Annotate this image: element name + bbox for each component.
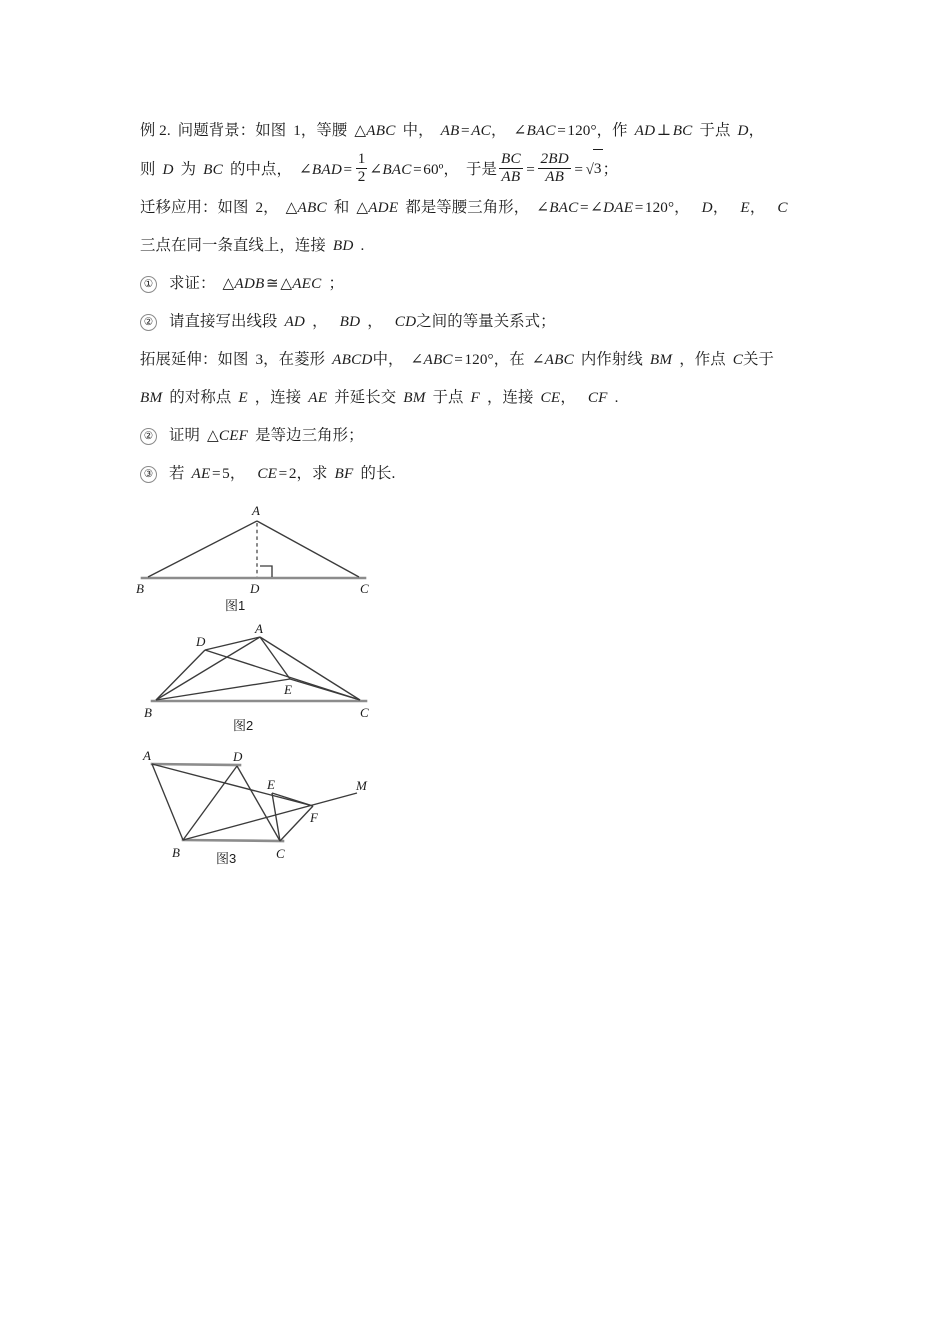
text-line-3: 迁移应用：如图 2， △ABC 和 △ADE 都是等腰三角形， ∠BAC=∠DAE=120°， D， E， C [140, 199, 788, 216]
l3-triangle-abc: △ABC [285, 199, 327, 216]
fig2-segment-da [205, 637, 260, 650]
fig1-label-d: D [250, 581, 260, 596]
l7-bm: BM [649, 351, 673, 368]
l9-triangle-cef: △CEF [206, 427, 249, 444]
l9-part1: 证明 [169, 427, 200, 444]
l1-triangle-abc: △ABC [354, 122, 396, 139]
fig1-label-b: B [136, 581, 144, 596]
l2-part3: 的中点， [229, 161, 292, 178]
fraction-denominator: AB [499, 168, 523, 185]
l4-period: . [360, 237, 365, 254]
l2-part1: 则 [140, 161, 156, 178]
l2-angle-bac: ∠BAC [369, 161, 412, 178]
l1-fig-number: 1 [293, 122, 301, 139]
l3-point-e: E [740, 199, 750, 216]
fig2-segment-bd [156, 650, 205, 700]
l6-part4: 之间的等量关系式； [416, 313, 556, 330]
l1-ab: AB [440, 122, 460, 139]
fraction-denominator: AB [538, 168, 570, 185]
l8-point-e: E [238, 389, 248, 406]
l1-bc: BC [672, 122, 693, 139]
l8-bm: BM [140, 389, 163, 406]
l1-ac: AC [471, 122, 492, 139]
l3-point-c: C [777, 199, 788, 216]
l7-point-c: C [732, 351, 744, 368]
list-marker-1: ① [140, 276, 157, 293]
list-marker-3: ② [140, 428, 157, 445]
l1-point-d: D [737, 122, 749, 139]
fig1-segment-ac [257, 521, 359, 577]
l7-part4: ，在 [493, 351, 525, 368]
l1-part1: 问题背景：如图 [177, 122, 287, 139]
square-root-three [585, 150, 603, 189]
l1-ad: AD [634, 122, 656, 139]
fig2-label-c: C [360, 705, 369, 720]
l5-triangle-adb: △ADB [222, 275, 265, 292]
list-marker-2: ② [140, 314, 157, 331]
l8-part4: 于点 [432, 389, 464, 406]
fraction-numerator: BC [500, 150, 521, 168]
l3-fig-number: 2 [255, 199, 264, 216]
l8-point-f: F [470, 389, 481, 406]
l10-part3: ，求 [296, 465, 328, 482]
fig3-ray-bm [183, 793, 357, 840]
fig3-segment-cf [280, 806, 313, 841]
fig2-label-b: B [144, 705, 152, 720]
l10-comma: ， [229, 465, 246, 482]
l2-angle-bad: ∠BAD [298, 161, 343, 178]
l5-triangle-aec: △AEC [280, 275, 322, 292]
l8-part5: ，连接 [487, 389, 534, 406]
l7-part2: ，在菱形 [263, 351, 326, 368]
l6-bd: BD [339, 313, 361, 330]
l8-cf: CF [587, 389, 608, 406]
perpendicular-symbol: ⊥ [656, 122, 672, 139]
l10-part1: 若 [169, 465, 185, 482]
l3-degree-value: 120° [644, 199, 675, 216]
fig3-label-e: E [267, 777, 275, 792]
text-line-9 [140, 417, 830, 455]
l3-part4: 都是等腰三角形， [405, 199, 530, 216]
l7-part5: 内作射线 [580, 351, 643, 368]
l7-fig-number: 3 [255, 351, 264, 368]
fig2-label-a: A [255, 621, 263, 636]
l9-part2: 是等边三角形； [255, 427, 364, 444]
l10-ce: CE [257, 465, 278, 482]
fig3-segment-ec [272, 793, 280, 841]
l8-part2: ，连接 [254, 389, 302, 406]
l2-part2: 为 [180, 161, 197, 178]
l6-comma-1: ， [312, 313, 328, 330]
l2-bc: BC [203, 161, 223, 178]
fraction-numerator: 1 [357, 150, 366, 168]
text-line-10: ③ 若 AE=5， CE=2，求 BF 的长. [140, 455, 830, 493]
l1-angle-bac: ∠BAC [513, 122, 556, 139]
l3-comma-2: ， [749, 199, 766, 216]
fig3-segment-ef [272, 793, 313, 806]
l3-angle-dae: ∠DAE [590, 199, 634, 216]
fig3-segment-bd [183, 766, 237, 840]
text-line-8 [140, 379, 830, 417]
fig1-label-a: A [252, 503, 260, 518]
l3-part5: ， [674, 199, 690, 216]
l7-part7: 关于 [743, 351, 775, 368]
l10-ae: AE [191, 465, 211, 482]
l1-part5: ，作 [596, 122, 628, 139]
l7-part1: 拓展延伸：如图 [140, 351, 249, 368]
figure-3 [142, 748, 368, 866]
text-line-7: 拓展延伸：如图 3，在菱形 ABCD中， ∠ABC=120°，在 ∠ABC 内作射线 BM ，作点 C关于 [140, 351, 775, 368]
l3-triangle-ade: △ADE [356, 199, 399, 216]
l8-ae: AE [308, 389, 328, 406]
l6-ad: AD [284, 313, 306, 330]
fig3-label-d: D [233, 749, 243, 764]
l1-part7: ， [748, 122, 765, 139]
l5-part1: 求证： [169, 275, 216, 292]
l8-part3: 并延长交 [334, 389, 397, 406]
fig3-segment-dc [237, 766, 280, 841]
l1-part2: ，等腰 [300, 122, 348, 139]
l8-comma: ， [560, 389, 576, 406]
l10-ce-value: 2 [288, 465, 297, 482]
l10-bf: BF [334, 465, 354, 482]
l3-part3: 和 [333, 199, 350, 216]
fig3-caption: 图3 [216, 851, 237, 866]
l7-degree-value: 120° [464, 351, 494, 368]
problem-number: 例 2. [140, 122, 171, 139]
fig2-label-d: D [196, 634, 206, 649]
fig1-segment-ba [148, 521, 257, 577]
fig2-caption: 图2 [233, 718, 254, 733]
text-line-2: 则 D 为 BC 的中点， ∠BAD= $\frac{1}{2}$ ∠BAC=60º， 于是 $\frac{BC}{AB}$ = $\frac{2BD}{AB}$ = √3； [140, 150, 830, 189]
l4-bd: BD [332, 237, 354, 254]
fig3-label-a: A [143, 748, 151, 763]
congruent-symbol: ≅ [266, 275, 279, 292]
l2-point-d: D [162, 161, 174, 178]
fig3-label-m: M [356, 778, 367, 793]
fig3-segment-bc [183, 840, 283, 841]
l6-part1: 请直接写出线段 [169, 313, 278, 330]
text-line-5 [140, 265, 830, 303]
fig3-label-f: F [310, 810, 318, 825]
text-line-4 [140, 227, 830, 265]
radical-sign: √ [585, 162, 594, 178]
l8-bm-2: BM [403, 389, 426, 406]
text-line-6 [140, 303, 830, 341]
fig2-segment-be [156, 679, 290, 700]
l7-angle-abc: ∠ABC [410, 351, 453, 368]
radicand: 3 [593, 149, 603, 188]
l8-ce: CE [540, 389, 561, 406]
fraction-bc-over-ab [499, 151, 523, 185]
l8-period: . [614, 389, 619, 406]
fig1-caption: 图1 [225, 598, 246, 613]
l6-cd: CD [394, 313, 417, 330]
l7-rhombus-abcd: ABCD [332, 351, 373, 368]
fraction-2bd-over-ab [538, 151, 570, 185]
l8-part1: 的对称点 [169, 389, 232, 406]
text-line-1: 例 2. 问题背景：如图 1，等腰 △ABC 中， AB=AC， ∠BAC=120°，作 AD⊥BC 于点 D， [140, 122, 765, 139]
l3-comma-1: ， [712, 199, 729, 216]
fig3-segment-ab [152, 764, 183, 840]
fig2-segment-ba [156, 637, 260, 700]
fig2-segment-ac [260, 637, 360, 700]
fig3-segment-af [152, 764, 313, 806]
l1-part3: 中， [402, 122, 434, 139]
fraction-numerator: 2BD [540, 150, 569, 168]
fig2-segment-dc [205, 650, 360, 700]
fig3-label-c: C [276, 846, 285, 861]
fraction-denominator: 2 [357, 167, 366, 185]
fraction-one-half [356, 151, 368, 185]
l7-part6: ，作点 [679, 351, 726, 368]
l2-part4: ， [443, 161, 459, 178]
l3-part1: 迁移应用：如图 [140, 199, 249, 216]
fig1-right-angle-mark [260, 566, 272, 577]
figure-2 [144, 621, 369, 733]
l2-part5: 于是 [465, 161, 497, 178]
fig3-segment-ad [152, 764, 240, 765]
l7-part3: 中， [372, 351, 404, 368]
l1-degree-value: 120° [567, 122, 597, 139]
fig2-segment-ec [290, 679, 360, 700]
l5-end: ； [328, 275, 344, 292]
l6-comma-2: ， [367, 313, 383, 330]
l3-part2: ， [263, 199, 279, 216]
list-marker-4: ③ [140, 466, 157, 483]
l10-ae-value: 5 [222, 465, 230, 482]
l2-sixty-degrees: 60º [423, 161, 444, 178]
l1-part6: 于点 [699, 122, 731, 139]
fig2-segment-ae [260, 637, 290, 679]
fig3-label-b: B [172, 845, 180, 860]
l4-part1: 三点在同一条直线上，连接 [140, 237, 326, 254]
l10-part4: 的长. [360, 465, 396, 482]
l3-angle-bac: ∠BAC [536, 199, 579, 216]
fig2-label-e: E [284, 682, 292, 697]
l7-angle-abc-2: ∠ABC [531, 351, 574, 368]
l2-end: ； [602, 161, 619, 178]
fig1-label-c: C [360, 581, 369, 596]
figure-1 [136, 503, 369, 613]
l1-part4: ， [491, 122, 507, 139]
problem-text-block [140, 112, 830, 493]
l3-point-d: D [701, 199, 713, 216]
